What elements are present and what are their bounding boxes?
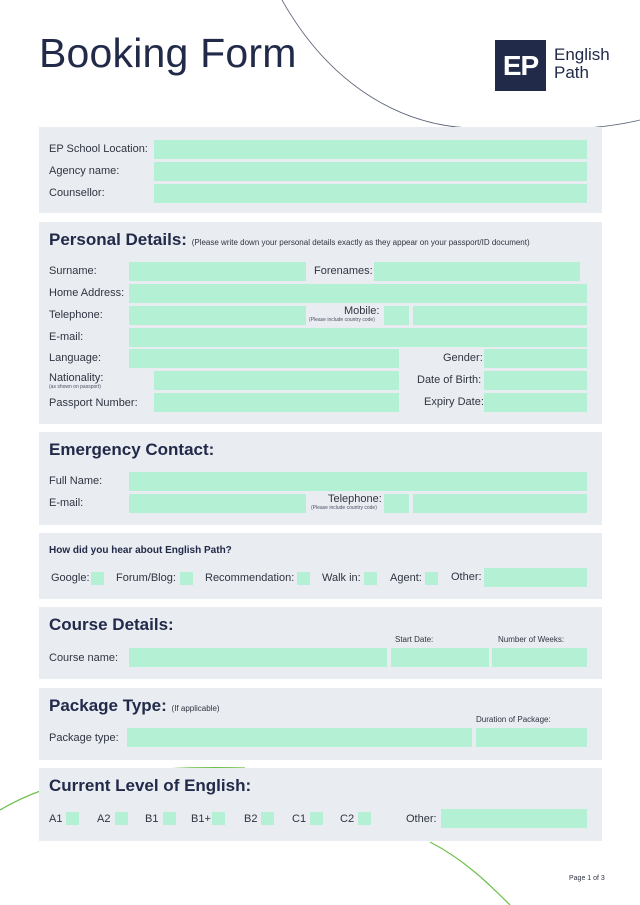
mobile-label: Mobile: <box>344 305 380 317</box>
package-type-input[interactable] <box>127 728 472 747</box>
agency-name-label: Agency name: <box>49 165 120 177</box>
logo-text <box>554 46 610 82</box>
forum-blog-checkbox[interactable] <box>180 572 193 585</box>
passport-number-input[interactable] <box>154 393 399 412</box>
personal-details-heading: Personal Details: <box>49 230 187 249</box>
date-of-birth-input[interactable] <box>484 371 587 390</box>
start-date-input[interactable] <box>391 648 489 667</box>
page-number: Page 1 of 3 <box>569 875 605 882</box>
passport-number-label: Passport Number: <box>49 397 138 409</box>
course-name-label: Course name: <box>49 652 119 664</box>
email-input[interactable] <box>129 328 587 347</box>
date-of-birth-label: Date of Birth: <box>417 374 482 386</box>
personal-details-section <box>39 222 602 424</box>
mobile-country-code-input[interactable] <box>384 306 409 325</box>
level-other-label: Other: <box>406 813 437 825</box>
number-of-weeks-label: Number of Weeks: <box>498 635 565 644</box>
personal-details-title <box>49 230 530 250</box>
package-type-label: Package type: <box>49 732 119 744</box>
package-type-title <box>49 696 220 716</box>
emergency-email-input[interactable] <box>129 494 306 513</box>
referral-other-input[interactable] <box>484 568 587 587</box>
language-label: Language: <box>49 352 101 364</box>
home-address-label: Home Address: <box>49 287 125 299</box>
gender-label: Gender: <box>443 352 483 364</box>
telephone-input[interactable] <box>129 306 306 325</box>
logo-mark: EP <box>495 40 546 91</box>
level-b1plus-checkbox[interactable] <box>212 812 225 825</box>
number-of-weeks-input[interactable] <box>492 648 587 667</box>
package-type-heading: Package Type: <box>49 696 167 715</box>
level-a1-label: A1 <box>49 813 63 825</box>
page-title: Booking Form <box>39 30 297 76</box>
level-b1-label: B1 <box>145 813 159 825</box>
level-c2-label: C2 <box>340 813 355 825</box>
logo-line-1: English <box>554 45 610 64</box>
level-c2-checkbox[interactable] <box>358 812 371 825</box>
level-c1-label: C1 <box>292 813 307 825</box>
surname-input[interactable] <box>129 262 306 281</box>
logo-line-2: Path <box>554 63 589 82</box>
forenames-input[interactable] <box>374 262 580 281</box>
level-a2-label: A2 <box>97 813 111 825</box>
referral-section <box>39 533 602 599</box>
level-other-input[interactable] <box>441 809 587 828</box>
forum-blog-label: Forum/Blog: <box>116 572 176 584</box>
emergency-fullname-label: Full Name: <box>49 475 103 487</box>
mobile-input[interactable] <box>413 306 587 325</box>
expiry-date-label: Expiry Date: <box>424 396 484 408</box>
english-level-section <box>39 768 602 841</box>
personal-details-note: (Please write down your personal details exactly as they appear on your passport/ID document) <box>191 238 530 247</box>
emergency-telephone-note: (Please include country code) <box>311 505 377 511</box>
email-label: E-mail: <box>49 331 84 343</box>
gender-input[interactable] <box>484 349 587 368</box>
walk-in-label: Walk in: <box>322 572 361 584</box>
agency-name-input[interactable] <box>154 162 587 181</box>
school-location-label: EP School Location: <box>49 143 148 155</box>
emergency-fullname-input[interactable] <box>129 472 587 491</box>
course-details-section <box>39 607 602 679</box>
course-details-title: Course Details: <box>49 615 174 634</box>
start-date-label: Start Date: <box>395 635 434 644</box>
telephone-label: Telephone: <box>49 309 103 321</box>
level-a2-checkbox[interactable] <box>115 812 128 825</box>
school-section <box>39 127 602 213</box>
emergency-contact-title: Emergency Contact: <box>49 440 215 459</box>
emergency-country-code-input[interactable] <box>384 494 409 513</box>
google-label: Google: <box>51 572 90 584</box>
english-level-title: Current Level of English: <box>49 776 252 795</box>
surname-label: Surname: <box>49 265 97 277</box>
package-type-note: (If applicable) <box>171 704 220 713</box>
level-b1-checkbox[interactable] <box>163 812 176 825</box>
forenames-label: Forenames: <box>314 265 373 277</box>
counsellor-input[interactable] <box>154 184 587 203</box>
agent-label: Agent: <box>390 572 422 584</box>
walk-in-checkbox[interactable] <box>364 572 377 585</box>
level-b2-label: B2 <box>244 813 258 825</box>
emergency-telephone-label: Telephone: <box>328 493 382 505</box>
emergency-email-label: E-mail: <box>49 497 84 509</box>
course-name-input[interactable] <box>129 648 387 667</box>
mobile-note: (Please include country code) <box>309 317 375 323</box>
emergency-contact-section <box>39 432 602 525</box>
referral-title: How did you hear about English Path? <box>49 545 232 556</box>
recommendation-label: Recommendation: <box>205 572 295 584</box>
duration-of-package-label: Duration of Package: <box>476 715 551 724</box>
google-checkbox[interactable] <box>91 572 104 585</box>
counsellor-label: Counsellor: <box>49 187 105 199</box>
language-input[interactable] <box>129 349 399 368</box>
level-b1plus-label: B1+ <box>191 813 211 825</box>
duration-of-package-input[interactable] <box>476 728 587 747</box>
level-c1-checkbox[interactable] <box>310 812 323 825</box>
nationality-input[interactable] <box>154 371 399 390</box>
agent-checkbox[interactable] <box>425 572 438 585</box>
nationality-label: Nationality: <box>49 372 104 384</box>
level-b2-checkbox[interactable] <box>261 812 274 825</box>
referral-other-label: Other: <box>451 571 482 583</box>
package-type-section <box>39 688 602 760</box>
nationality-note: (as shown on passport) <box>49 384 101 390</box>
expiry-date-input[interactable] <box>484 393 587 412</box>
recommendation-checkbox[interactable] <box>297 572 310 585</box>
emergency-telephone-input[interactable] <box>413 494 587 513</box>
school-location-input[interactable] <box>154 140 587 159</box>
home-address-input[interactable] <box>129 284 587 303</box>
level-a1-checkbox[interactable] <box>66 812 79 825</box>
